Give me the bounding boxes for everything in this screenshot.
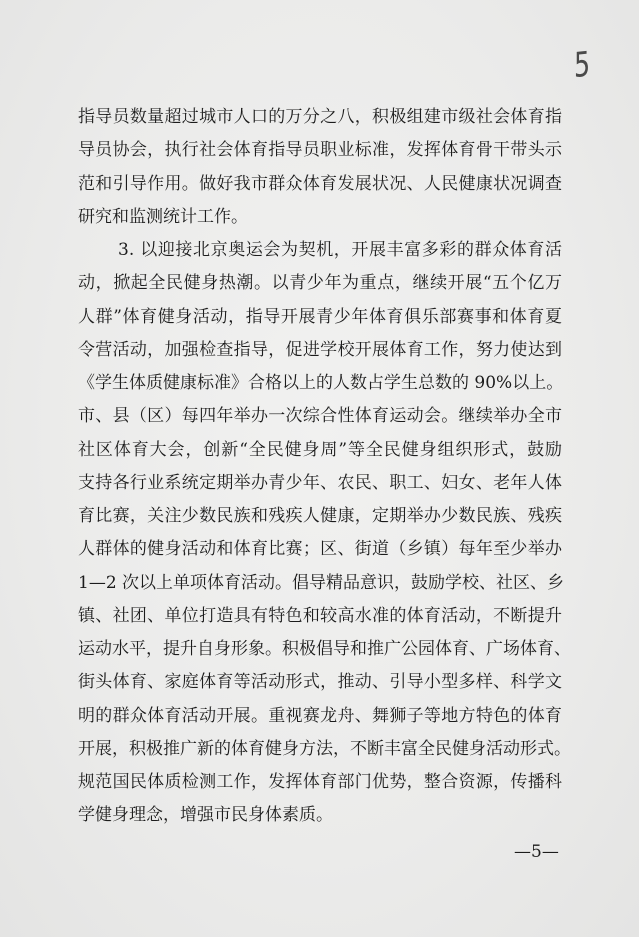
- text-line: 人群”体育健身活动，指导开展青少年体育俱乐部赛事和体育夏: [78, 306, 562, 327]
- paragraph: [78, 101, 562, 234]
- text-line: 学健身理念，增强市民身体素质。: [78, 805, 333, 826]
- text-line: 市、县（区）每四年举办一次综合性体育运动会。继续举办全市: [78, 406, 562, 427]
- text-line: 范和引导作用。做好我市群众体育发展状况、人民健康状况调查: [78, 173, 562, 194]
- text-line: 3. 以迎接北京奥运会为契机，开展丰富多彩的群众体育活: [118, 240, 562, 260]
- text-line: 动，掀起全民健身热潮。以青少年为重点，继续开展“五个亿万: [78, 273, 562, 294]
- text-line: 开展，积极推广新的体育健身方法，不断丰富全民健身活动形式。: [78, 738, 571, 759]
- text-line: 支持各行业系统定期举办青少年、农民、职工、妇女、老年人体: [78, 472, 562, 493]
- text-line: 导员协会，执行社会体育指导员职业标准，发挥体育骨干带头示: [78, 140, 562, 161]
- text-line: 令营活动，加强检查指导，促进学校开展体育工作，努力使达到: [78, 339, 562, 360]
- text-line: 研究和监测统计工作。: [78, 206, 248, 227]
- paragraph: [78, 234, 571, 833]
- page-number: —5—: [514, 842, 559, 862]
- text-line: 育比赛，关注少数民族和残疾人健康，定期举办少数民族、残疾: [78, 506, 562, 526]
- body-text: [78, 101, 571, 833]
- text-line: 明的群众体育活动开展。重视赛龙舟、舞狮子等地方特色的体育: [78, 705, 562, 726]
- text-line: 社区体育大会，创新“全民健身周”等全民健身组织形式，鼓励: [78, 439, 562, 460]
- text-line: 人群体的健身活动和体育比赛；区、街道（乡镇）每年至少举办: [78, 539, 562, 560]
- text-line: 镇、社团、单位打造具有特色和较高水准的体育活动，不断提升: [78, 605, 562, 626]
- text-line: 街头体育、家庭体育等活动形式，推动、引导小型多样、科学文: [78, 672, 562, 693]
- text-line: 运动水平，提升自身形象。积极倡导和推广公园体育、广场体育、: [78, 639, 571, 659]
- text-line: 规范国民体质检测工作，发挥体育部门优势，整合资源，传播科: [78, 772, 562, 792]
- handwritten-page-mark: 5: [573, 44, 591, 87]
- text-line: 《学生体质健康标准》合格以上的人数占学生总数的 90%以上。: [78, 373, 564, 393]
- text-line: 1—2 次以上单项体育活动。倡导精品意识，鼓励学校、社区、乡: [78, 572, 565, 593]
- text-line: 指导员数量超过城市人口的万分之八，积极组建市级社会体育指: [78, 107, 562, 127]
